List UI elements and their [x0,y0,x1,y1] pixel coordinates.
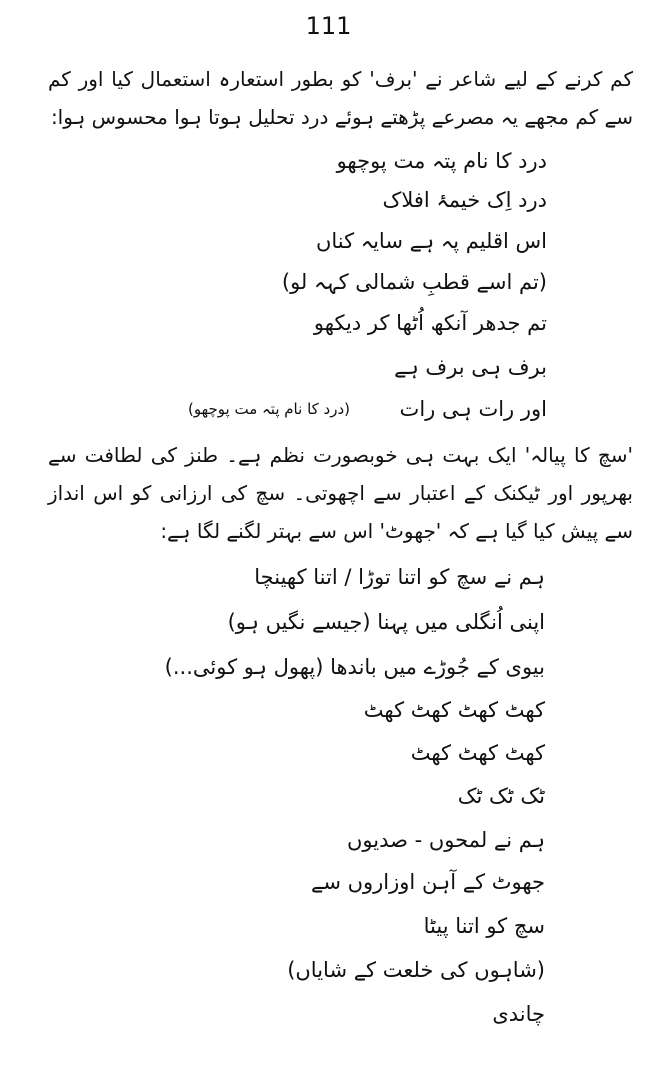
page-number: 111 [305,12,352,40]
poem-1-line: (تم اسے قطبِ شمالی کہہ لو) [281,270,547,294]
poem-2-line: چاندی [492,1002,545,1026]
poem-1-line: درد کا نام پتہ مت پوچھو [336,149,547,173]
poem-2-line: کھٹ کھٹ کھٹ کھٹ [363,698,545,722]
poem-2-line: ہم نے سچ کو اتنا توڑا / اتنا کھینچا [254,565,545,589]
poem-2-line: بیوی کے جُوڑے میں باندھا (پھول ہو کوئی...) [164,655,545,679]
poem-1-source: (درد کا نام پتہ مت پوچھو) [188,400,351,418]
poem-1-line: برف ہی برف ہے [394,355,547,379]
poem-2-line: جھوٹ کے آہن اوزاروں سے [311,870,545,894]
poem-2-line: (شاہوں کی خلعت کے شایاں) [287,958,545,982]
paragraph-1: کم کرنے کے لیے شاعر نے 'برف' کو بطور استعارہ استعمال کیا اور کم سے کم مجھے یہ مصرعے پڑھتے ہوئے درد تحلیل ہوتا ہوا محسوس ہوا: [48,67,633,129]
poem-2-line: ٹک ٹک ٹک [457,784,545,808]
poem-2-line: سچ کو اتنا پیٹا [423,914,545,938]
poem-2-line: کھٹ کھٹ کھٹ [410,741,545,765]
poem-2-line: ہم نے لمحوں - صدیوں [346,828,545,852]
paragraph-2: 'سچ کا پیالہ' ایک بہت ہی خوبصورت نظم ہے۔ طنز کی لطافت سے بھرپور اور ٹیکنک کے اعتبار سے اچھوتی۔ سچ کی ارزانی کو اس انداز سے پیش کیا گیا ہے کہ 'جھوٹ' اس سے بہتر لگنے لگا ہے: [48,443,633,543]
poem-1-line: تم جدھر آنکھ اُٹھا کر دیکھو [313,311,547,335]
poem-1-line: درد اِک خیمۂ افلاک [382,188,547,212]
poem-1-line: اور رات ہی رات [399,397,547,421]
poem-1-line: اس اقلیم پہ ہے سایہ کناں [315,229,547,253]
poem-2-line: اپنی اُنگلی میں پہنا (جیسے نگیں ہو) [227,610,545,634]
